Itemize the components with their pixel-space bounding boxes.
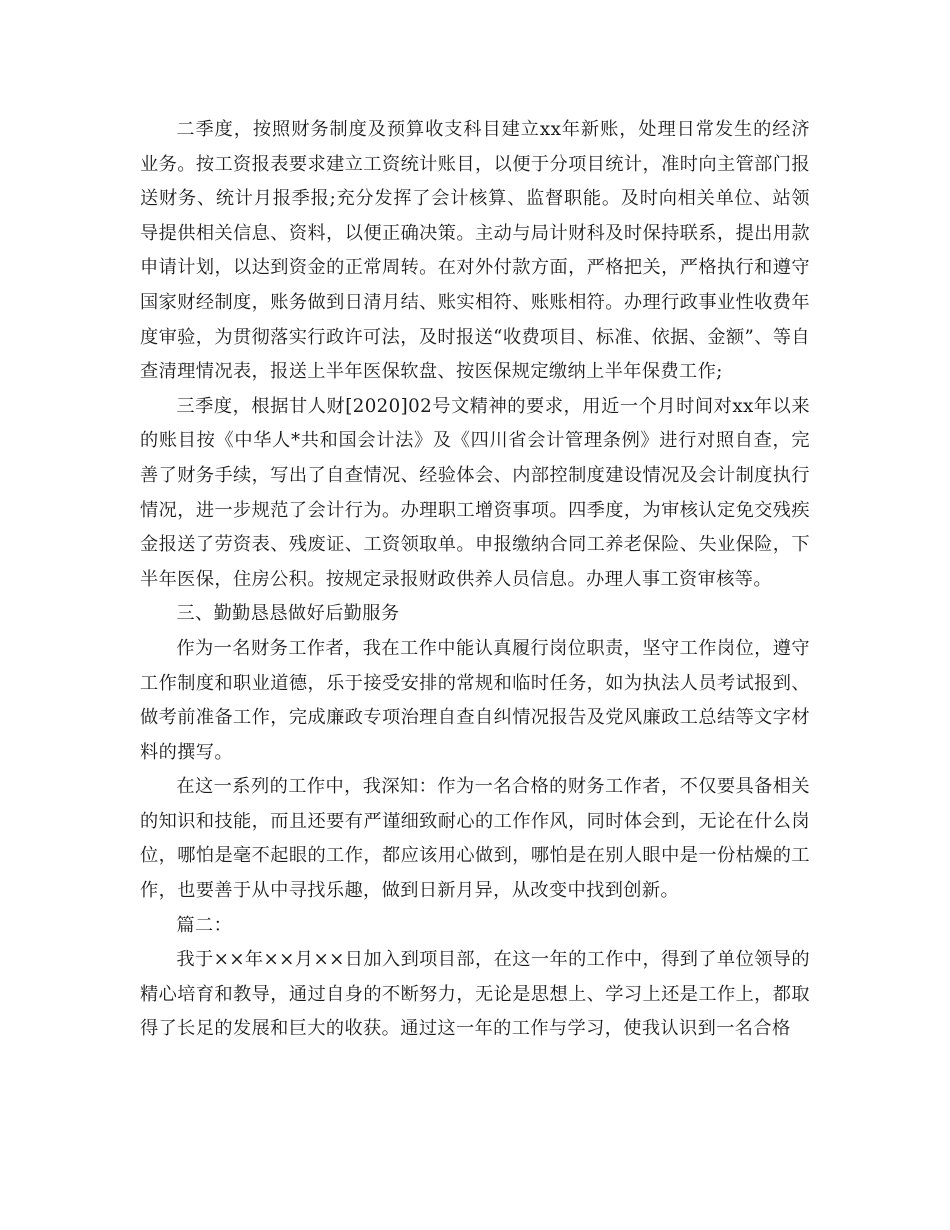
paragraph-q2-finance: 二季度，按照财务制度及预算收支科目建立xx年新账，处理日常发生的经济业务。按工资报表要求建立工资统计账目，以便于分项目统计，准时向主管部门报送财务、统计月报季报;充分发挥了会计核算、监督职能。及时向相关单位、站领导提供相关信息、资料，以便正确决策。主动与局计财科及时保持联系，提出用款申请计划，以达到资金的正常周转。在对外付款方面，严格把关，严格执行和遵守国家财经制度，账务做到日清月结、账实相符、账账相符。办理行政事业性收费年度审验，为贯彻落实行政许可法，及时报送“收费项目、标准、依据、金额”、等自查清理情况表，报送上半年医保软盘、按医保规定缴纳上半年保费工作; bbox=[140, 119, 810, 383]
section-heading-logistics: 三、勤勤恳恳做好后勤服务 bbox=[176, 603, 400, 625]
paragraph-q3-q4-finance: 三季度，根据甘人财[2020]02号文精神的要求，用近一个月时间对xx年以来的账目按《中华人*共和国会计法》及《四川省会计管理条例》进行对照自查，完善了财务手续，写出了自查情况、经验体会、内部控制度建设情况及会计制度执行情况，进一步规范了会计行为。办理职工增资事项。四季度，为审核认定免交残疾金报送了劳资表、残废证、工资领取单。申报缴纳合同工养老保险、失业保险，下半年医保，住房公积。按规定录报财政供养人员信息。办理人事工资审核等。 bbox=[140, 395, 810, 590]
paragraph-part-two-intro: 我于××年××月××日加入到项目部，在这一年的工作中，得到了单位领导的精心培育和教导，通过自身的不断努力，无论是思想上、学习上还是工作上，都取得了长足的发展和巨大的收获。通过这一年的工作与学习，使我认识到一名合格 bbox=[140, 949, 810, 1040]
paragraph-duties: 作为一名财务工作者，我在工作中能认真履行岗位职责，坚守工作岗位，遵守工作制度和职业道德，乐于接受安排的常规和临时任务，如为执法人员考试报到、做考前准备工作，完成廉政专项治理自查自纠情况报告及党风廉政工总结等文字材料的撰写。 bbox=[140, 637, 810, 763]
paragraph-reflection: 在这一系列的工作中，我深知：作为一名合格的财务工作者，不仅要具备相关的知识和技能，而且还要有严谨细致耐心的工作作风，同时体会到，无论在什么岗位，哪怕是毫不起眼的工作，都应该用心做到，哪怕是在别人眼中是一份枯燥的工作，也要善于从中寻找乐趣，做到日新月异，从改变中找到创新。 bbox=[140, 776, 810, 902]
document-body bbox=[140, 113, 810, 1047]
section-heading-part-two: 篇二： bbox=[176, 914, 233, 936]
